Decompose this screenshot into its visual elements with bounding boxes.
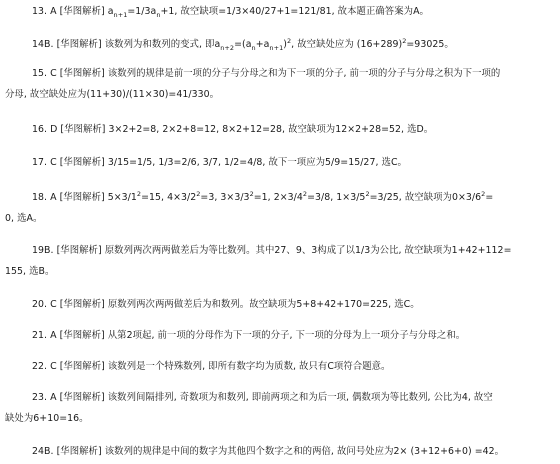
text-run: ): [283, 39, 287, 50]
text-run: 17. C [华图解析] 3/15=1/5, 1/3=2/6, 3/7, 1/2=4/8, 故下一项应为5/9=15/27, 选C。: [32, 157, 407, 168]
text-run: 15. C [华图解析] 该数列的规律是前一项的分子与分母之和为下一项的分子, 前一项的分子与分母之积为下一项的: [32, 68, 501, 79]
superscript: 2: [136, 189, 142, 198]
text-line: [5, 89, 219, 101]
text-line: [32, 361, 390, 373]
superscript: 2: [365, 189, 370, 198]
subscript: n: [251, 43, 256, 52]
text-run: 13. A [华图解析] a: [32, 6, 114, 17]
text-line: [32, 299, 420, 311]
text-run: =1, 2×3/4: [253, 192, 303, 203]
text-run: 19B. [华图解析] 原数列两次两两做差后为等比数列。其中27、9、3构成了以1/3为公比, 故空缺项为1+42+112=: [32, 245, 512, 256]
superscript: 2: [249, 189, 254, 198]
text-run: =3, 3×3/3: [200, 192, 250, 203]
text-run: =1/3a: [127, 6, 157, 17]
text-run: 155, 选B。: [5, 266, 55, 277]
superscript: 2: [302, 189, 308, 198]
text-line: [5, 213, 42, 225]
text-line: [32, 330, 465, 342]
text-run: 18. A [华图解析] 5×3/1: [32, 192, 137, 203]
text-run: =: [485, 192, 494, 203]
superscript: 2: [286, 36, 292, 45]
text-run: 分母, 故空缺处应为(11+30)/(11×30)=41/330。: [5, 89, 220, 100]
text-run: 21. A [华图解析] 从第2项起, 前一项的分母作为下一项的分子, 下一项的分母为上一项分子与分母之和。: [32, 330, 466, 341]
text-line: [32, 124, 433, 136]
text-run: =15, 4×3/2: [141, 192, 197, 203]
text-run: =3/8, 1×3/5: [307, 192, 366, 203]
text-line: [5, 266, 54, 278]
text-line: [32, 36, 454, 52]
text-run: +1, 故空缺项=1/3×40/27+1=121/81, 故本题正确答案为A。: [160, 6, 429, 17]
subscript: n+1: [269, 43, 284, 52]
text-run: =93025。: [406, 39, 454, 50]
text-run: 0, 选A。: [5, 213, 43, 224]
superscript: 2: [196, 189, 201, 198]
subscript: n: [156, 10, 161, 19]
text-run: 14B. [华图解析] 该数列为和数列的变式, 即a: [32, 39, 221, 50]
text-run: 24B. [华图解析] 该数列的规律是中间的数字为其他四个数字之和的两倍, 故问号处应为2× (3+12+6+0) =42。: [32, 446, 505, 457]
text-run: 16. D [华图解析] 3×2+2=8, 2×2+8=12, 8×2+12=28, 故空缺项为12×2+28=52, 选D。: [32, 124, 434, 135]
text-run: 23. A [华图解析] 该数列间隔排列, 奇数项为和数列, 即前两项之和为后一项, 偶数项为等比数列, 公比为4, 故空: [32, 392, 493, 403]
text-run: =3/25, 故空缺项为0×3/6: [369, 192, 482, 203]
text-line: [32, 245, 511, 257]
superscript: 2: [481, 189, 486, 198]
subscript: n+2: [220, 43, 235, 52]
text-run: , 故空缺处应为 (16+289): [291, 39, 403, 50]
text-line: [5, 413, 89, 425]
text-run: 20. C [华图解析] 原数列两次两两做差后为和数列。故空缺项为5+8+42+170=225, 选C。: [32, 299, 420, 310]
text-run: 22. C [华图解析] 该数列是一个特殊数列, 即所有数字均为质数, 故只有C项符合题意。: [32, 361, 391, 372]
text-line: [32, 6, 429, 18]
text-line: [32, 157, 407, 169]
superscript: 2: [402, 36, 407, 45]
text-run: 缺处为6+10=16。: [5, 413, 89, 424]
text-run: +a: [255, 39, 270, 50]
subscript: n+1: [113, 10, 128, 19]
text-line: [32, 392, 493, 404]
text-line: [32, 446, 504, 458]
text-line: [32, 189, 494, 204]
text-line: [32, 68, 500, 80]
text-run: =(a: [234, 39, 252, 50]
